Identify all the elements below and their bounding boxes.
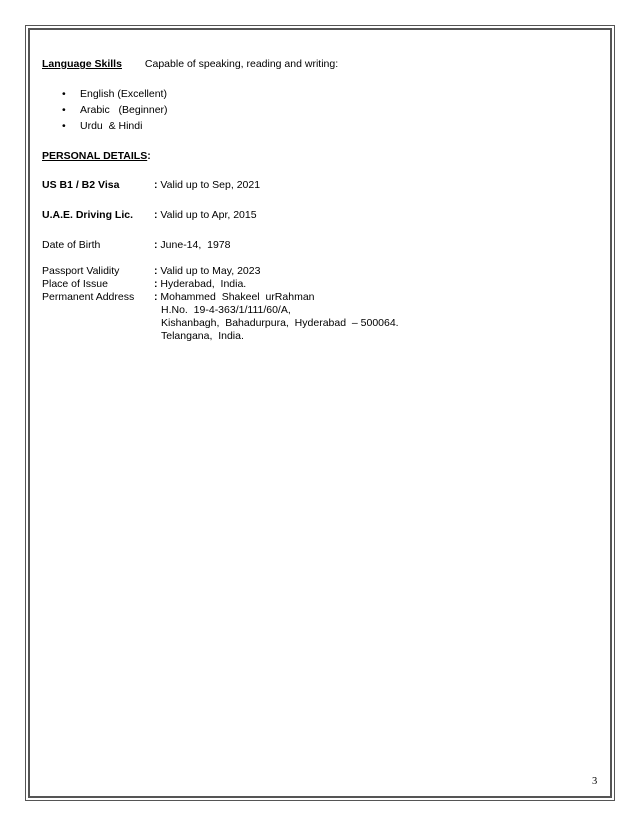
detail-label: Place of Issue (42, 278, 108, 290)
bullet-icon: • (62, 88, 66, 100)
bullet-icon: • (62, 120, 66, 132)
detail-label: Date of Birth (42, 239, 101, 251)
detail-value: Valid up to May, 2023 (160, 265, 261, 277)
detail-label: Passport Validity (42, 265, 120, 277)
detail-value: Valid up to Apr, 2015 (160, 209, 257, 221)
personal-details-title-colon: : (147, 150, 151, 162)
detail-value: Mohammed Shakeel urRahman (160, 291, 315, 303)
colon-separator: : (154, 209, 161, 221)
address-line: H.No. 19-4-363/1/111/60/A, (161, 304, 291, 316)
colon-separator: : (154, 239, 161, 251)
list-item (62, 102, 168, 118)
language-item: Urdu & Hindi (80, 120, 143, 132)
page-number: 3 (592, 776, 598, 787)
language-skills-description: Capable of speaking, reading and writing: (144, 58, 339, 70)
detail-label: US B1 / B2 Visa (42, 179, 120, 191)
list-item (62, 86, 168, 102)
detail-row-date-of-birth (42, 239, 399, 252)
detail-label: Permanent Address (42, 291, 135, 303)
detail-value: June-14, 1978 (160, 239, 231, 251)
personal-details-heading (42, 150, 151, 162)
personal-details-title: PERSONAL DETAILS (42, 150, 148, 162)
detail-row-place-of-issue (42, 278, 399, 291)
detail-row-driving-licence (42, 209, 399, 222)
language-skills-label: Language Skills (42, 58, 122, 70)
page-border-inner (28, 28, 612, 798)
detail-row-passport-validity (42, 265, 399, 278)
detail-value: Valid up to Sep, 2021 (160, 179, 261, 191)
detail-label: U.A.E. Driving Lic. (42, 209, 134, 221)
language-item: Arabic (Beginner) (80, 104, 168, 116)
language-skills-row (42, 58, 338, 70)
colon-separator: : (154, 265, 161, 277)
language-list (62, 86, 168, 134)
colon-separator: : (154, 179, 161, 191)
detail-row-permanent-address (42, 291, 399, 304)
bullet-icon: • (62, 104, 66, 116)
colon-separator: : (154, 278, 161, 290)
detail-row-visa (42, 179, 399, 192)
address-line: Telangana, India. (161, 330, 244, 342)
language-item: English (Excellent) (80, 88, 167, 100)
detail-value: Hyderabad, India. (160, 278, 247, 290)
colon-separator: : (154, 291, 161, 303)
personal-details-table (42, 179, 399, 343)
address-line: Kishanbagh, Bahadurpura, Hyderabad – 500064. (161, 317, 399, 329)
list-item (62, 118, 168, 134)
